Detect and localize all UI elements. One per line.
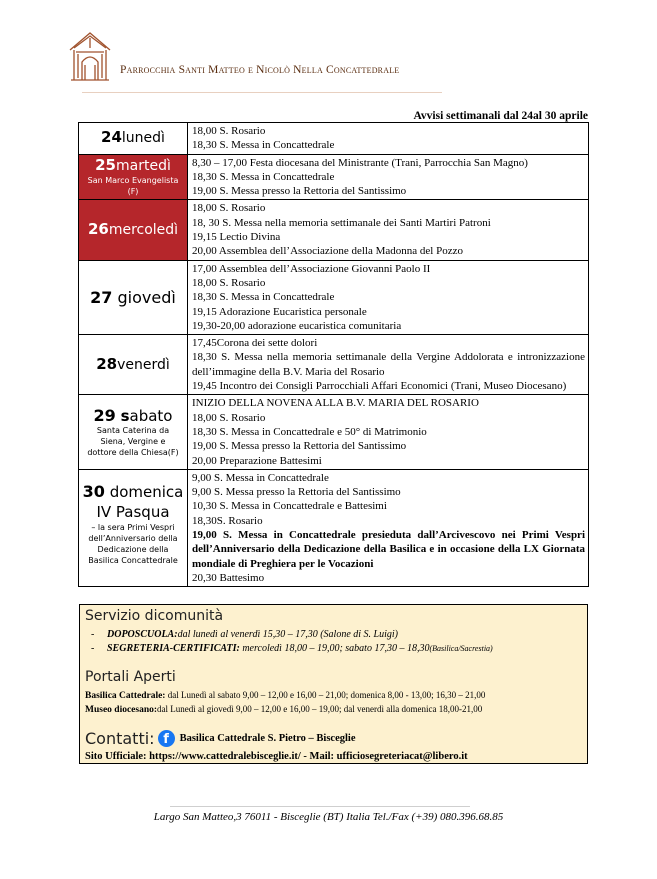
event-line: 18,00 S. Rosario [192,202,266,215]
event-line: 18,30 S. Messa in Concattedrale e 50° di Matrimonio [192,425,427,438]
contacts-heading: Contatti: [85,728,155,748]
event-line: 9,00 S. Messa in Concattedrale [192,471,329,484]
day-row-27 [79,260,589,334]
day-number: 26 [87,220,109,239]
segreteria-label: SEGRETERIA-CERTIFICATI: [107,643,240,654]
day-cell-28 [79,335,188,395]
day-name: mercoledì [108,222,179,239]
event-line: 18,30 S. Messa in Concattedrale [192,170,335,183]
website-mail-line[interactable]: Sito Ufficiale: https://www.cattedralebisceglie.it/ - Mail: ufficiosegreteriacat@libero.it [85,751,468,762]
facebook-page-name[interactable]: Basilica Cattedrale S. Pietro – Bisceglie [179,732,356,744]
event-line: 18,00 S. Rosario [192,125,266,137]
day-name-initial: s [120,406,130,425]
segreteria-line [91,643,493,654]
day-name: domenica [109,482,184,501]
events-cell-28 [188,335,589,395]
notice-title: Avvisi settimanali dal 24al 30 aprile [413,110,588,122]
events-cell-29 [188,395,589,469]
day-cell-29 [79,395,188,469]
event-line: 19,30-20,00 adorazione eucaristica comunitaria [192,319,402,332]
weekly-schedule [78,122,589,587]
event-line: 18,00 S. Rosario [192,276,266,289]
day-number: 24 [101,128,122,147]
museo-label: Museo diocesano: [85,705,158,715]
basilica-hours: dal Lunedì al sabato 9,00 – 12,00 e 16,00 – 21,00; domenica 8,00 - 13,00; 16,30 – 21,00 [165,690,486,700]
events-cell-24 [188,123,589,155]
basilica-label: Basilica Cattedrale: [85,691,166,701]
events-cell-30 [188,469,589,586]
event-line: 18,30 S. Messa in Concattedrale [192,291,335,304]
museo-hours: dal Lunedì al giovedì 9,00 – 12,00 e 16,00 – 19,00; dal venerdì alla domenica 18,00-21,00 [157,704,483,714]
doposcuola-hours: dal lunedì al venerdì 15,30 – 17,30 (Salone di S. Luigi) [177,629,399,640]
event-line: 19,15 Adorazione Eucaristica personale [192,305,367,318]
bullet-dash: - [91,643,95,654]
event-line: 18,00 S. Rosario [192,411,266,424]
day-cell-24 [79,123,188,155]
day-number: 29 [93,405,116,425]
doposcuola-label: DOPOSCUOLA: [107,629,178,640]
event-line: 9,00 S. Messa presso la Rettoria del Santissimo [192,486,401,499]
basilica-hours-line [85,690,485,701]
events-cell-25 [188,154,589,200]
facebook-icon[interactable]: f [158,730,175,747]
header-divider [82,92,442,93]
event-line: 10,30 S. Messa in Concattedrale e Battesimi [192,500,387,513]
day-number: 28 [96,354,118,373]
services-heading: Servizio dicomunità [85,608,224,624]
feast-label: – la sera Primi Vespri dell’Anniversario della Dedicazione della Basilica Concattedrale [88,522,178,565]
day-cell-26 [79,200,188,260]
event-line: 17,45Corona dei sette dolori [192,337,318,350]
day-name: abato [129,406,173,425]
church-logo [68,30,112,82]
event-line: 18,30 S. Messa in Concattedrale [192,139,335,152]
events-cell-27 [188,260,589,334]
event-line: INIZIO DELLA NOVENA ALLA B.V. MARIA DEL ROSARIO [192,397,479,410]
day-cell-27 [79,260,188,334]
feast-label: San Marco Evangelista (F) [87,176,179,197]
event-line: 8,30 – 17,00 Festa diocesana del Ministrante (Trani, Parrocchia San Magno) [192,156,528,169]
portals-heading: Portali Aperti [85,669,176,685]
day-row-25 [79,154,589,200]
segreteria-hours: mercoledì 18,00 – 19,00; sabato 17,30 – 18,30 [239,643,430,654]
day-number: 25 [95,156,116,175]
events-cell-26 [188,200,589,260]
museo-hours-line [85,704,482,715]
event-line: 18, 30 S. Messa nella memoria settimanale dei Santi Martiri Patroni [192,216,491,229]
event-line: 19,15 Lectio Divina [192,231,281,244]
parish-name: Parrocchia Santi Matteo e Nicolò Nella Concattedrale [120,64,400,76]
day-name: lunedì [121,130,165,147]
event-line: 20,00 Assemblea dell’Associazione della Madonna del Pozzo [192,245,463,258]
contacts-line [85,727,356,749]
event-line: 19,00 S. Messa presso la Rettoria del Santissimo [192,440,407,453]
event-line: 20,30 Battesimo [192,571,265,584]
day-number: 27 [90,287,113,307]
day-name: venerdì [117,356,170,373]
day-cell-25 [79,154,188,200]
event-line: 18,30S. Rosario [192,514,263,527]
footer-divider [170,806,470,807]
day-row-29 [79,395,589,469]
event-line: 19,00 S. Messa in Concattedrale presieduta dall’Arcivescovo nei Primi Vespri dell’Anniversario della Dedicazione della Basilica e in occasione della LX Giornata mondiale di Preghiera per le Vocazioni [192,529,585,570]
footer-address: Largo San Matteo,3 76011 - Bisceglie (BT) Italia Tel./Fax (+39) 080.396.68.85 [153,811,504,823]
event-line: 20,00 Preparazione Battesimi [192,454,322,467]
doposcuola-line [91,629,399,640]
segreteria-place: (Basilica/Sacrestia) [429,644,493,653]
day-row-28 [79,335,589,395]
day-row-24 [79,123,589,155]
feast-label: Santa Caterina da Siena, Vergine e dottore della Chiesa(F) [87,425,179,457]
day-cell-30 [79,469,188,586]
event-line: 19,00 S. Messa presso la Rettoria del Santissimo [192,185,407,198]
day-name: martedì [116,158,171,175]
bullet-dash: - [91,629,95,640]
day-number: 30 [82,481,105,501]
event-line: 19,45 Incontro dei Consigli Parrocchiali Affari Economici (Trani, Museo Diocesano) [192,380,567,393]
event-line: 18,30 S. Messa nella memoria settimanale della Vergine Addolorata e intronizzazione dell’immagine della B.V. Maria del Rosario [192,351,585,378]
day-row-30 [79,469,589,586]
liturgical-week: IV Pasqua [96,502,170,521]
day-row-26 [79,200,589,260]
day-name: giovedì [117,287,176,307]
info-box [79,604,588,764]
event-line: 17,00 Assemblea dell’Associazione Giovanni Paolo II [192,262,431,275]
